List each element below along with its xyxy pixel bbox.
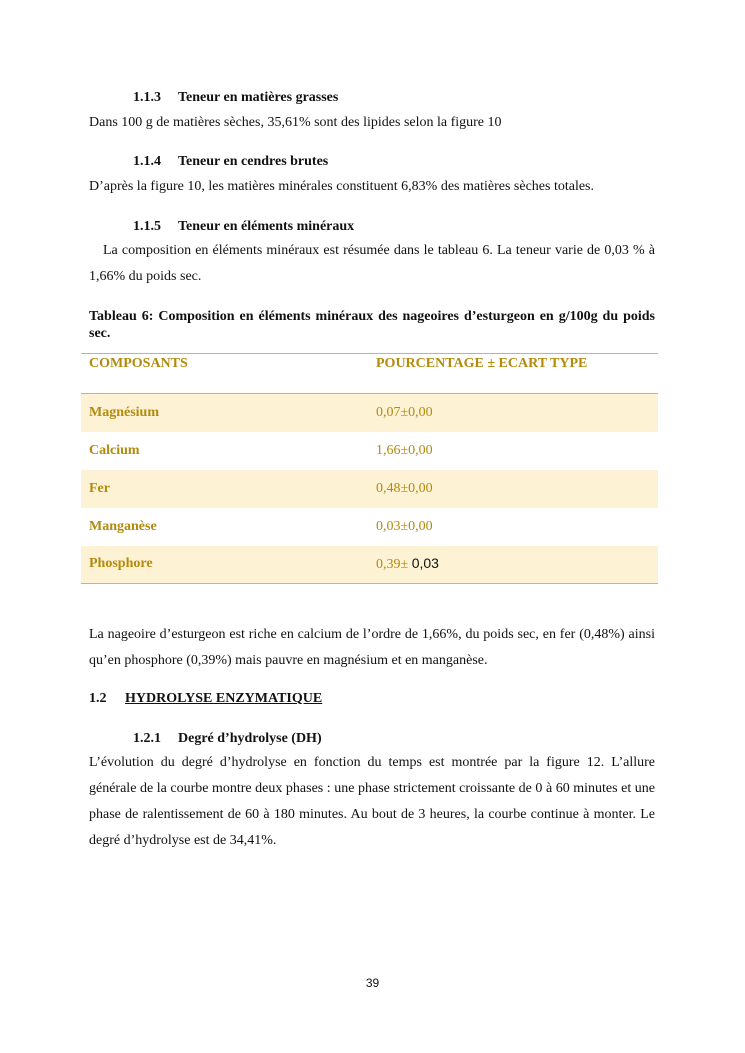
row-component: Fer [81, 470, 368, 508]
heading-title: Degré d’hydrolyse (DH) [178, 731, 322, 746]
paragraph-table-summary: La nageoire d’esturgeon est riche en calcium de l’ordre de 1,66%, du poids sec, en fer (0,48%) ainsi qu’en phosphore (0,39%) mais pauvre en magnésium et en manganèse. [89, 627, 655, 668]
row-value: 0,07±0,00 [368, 394, 658, 432]
heading-title: Teneur en éléments minéraux [178, 219, 355, 234]
heading-number: 1.1.4 [133, 154, 161, 169]
table-row [81, 546, 658, 584]
row-component: Calcium [89, 442, 140, 458]
heading-number: 1.2.1 [133, 731, 161, 746]
table-row [81, 508, 658, 546]
table-caption: Tableau 6: Composition en éléments minéraux des nageoires d’esturgeon en g/100g du poids sec. [89, 309, 655, 341]
heading-title: HYDROLYSE ENZYMATIQUE [125, 691, 323, 706]
row-component: Magnésium [81, 394, 368, 432]
row-value: 0,48±0,00 [368, 470, 658, 508]
heading-number: 1.2 [89, 691, 107, 706]
mineral-table [81, 353, 658, 584]
heading-number: 1.1.5 [133, 219, 161, 234]
row-value [368, 546, 658, 584]
row-component: Manganèse [89, 518, 157, 534]
row-value-extra: 0,03 [411, 555, 439, 572]
table-header-row [81, 354, 658, 394]
heading-1-1-5 [133, 218, 354, 236]
table-row [81, 432, 658, 470]
page-number: 39 [365, 976, 380, 990]
header-percentage: POURCENTAGE ± ECART TYPE [368, 354, 658, 394]
heading-title: Teneur en matières grasses [178, 90, 339, 105]
row-value: 1,66±0,00 [376, 442, 433, 458]
row-value: 0,03±0,00 [376, 518, 433, 534]
paragraph-fat-content: Dans 100 g de matières sèches, 35,61% sont des lipides selon la figure 10 [89, 115, 502, 130]
paragraph-mineral-content: La composition en éléments minéraux est résumée dans le tableau 6. La teneur varie de 0,03 % à 1,66% du poids sec. [89, 243, 655, 284]
heading-1-1-3 [133, 89, 338, 107]
heading-title: Teneur en cendres brutes [178, 154, 329, 169]
paragraph-ash-content: D’après la figure 10, les matières minérales constituent 6,83% des matières sèches totales. [89, 179, 594, 194]
heading-1-2 [89, 690, 322, 708]
row-value-main: 0,39± [376, 557, 412, 573]
heading-1-1-4 [133, 153, 328, 171]
heading-1-2-1 [133, 730, 322, 748]
paragraph-hydrolysis-degree: L’évolution du degré d’hydrolyse en fonction du temps est montrée par la figure 12. L’allure générale de la courbe montre deux phases : une phase strictement croissante de 0 à 60 minutes et une phase de ralentissement de 60 à 180 minutes. Au bout de 3 heures, la courbe continue à monter. Le degré d’hydrolyse est de 34,41%. [89, 755, 655, 848]
heading-number: 1.1.3 [133, 90, 161, 105]
table-row [81, 394, 658, 432]
table-row [81, 470, 658, 508]
row-component: Phosphore [81, 546, 368, 584]
header-components: COMPOSANTS [81, 354, 368, 394]
